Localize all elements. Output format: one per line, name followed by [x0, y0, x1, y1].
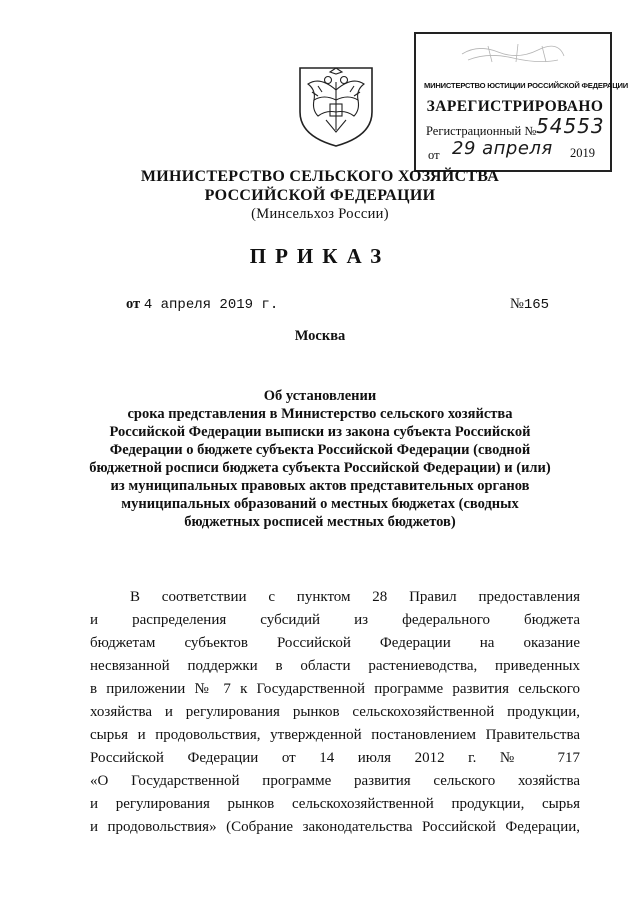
body-line: и продовольствия» (Собрание законодательства Российской Федерации,: [90, 819, 580, 835]
order-number-value: 165: [523, 297, 550, 313]
body-line: «О Государственной программе развития сельского хозяйства: [90, 773, 580, 789]
order-date-prefix: от: [126, 296, 141, 312]
title-line: Об установлении: [263, 388, 377, 404]
order-date: [126, 296, 278, 313]
document-type-heading: ПРИКАЗ: [249, 244, 391, 268]
stamp-ministry-name: МИНИСТЕРСТВО ЮСТИЦИИ РОССИЙСКОЙ ФЕДЕРАЦИИ: [424, 81, 629, 90]
stamp-reg-label: Регистрационный №: [426, 124, 537, 138]
title-line: из муниципальных правовых актов представительных органов: [110, 478, 530, 494]
ministry-short-name: (Минсельхоз России): [251, 206, 389, 222]
body-line: и распределения субсидий из федерального бюджета: [90, 612, 580, 628]
stamp-seal-mark: [458, 40, 568, 66]
body-line: в приложении № 7 к Государственной программе развития сельского: [90, 681, 580, 697]
registration-stamp: [414, 32, 629, 172]
body-line: и регулирования рынков сельскохозяйственной продукции, сырья: [90, 796, 580, 812]
body-line: хозяйства и регулирования рынков сельскохозяйственной продукции,: [90, 704, 580, 720]
stamp-year: 2019: [570, 146, 595, 160]
title-line: Федерации о бюджете субъекта Российской Федерации (сводной: [109, 442, 531, 458]
stamp-handwritten-date: 29 апреля: [452, 138, 553, 159]
body-line: сырья и продовольствия, утвержденной постановлением Правительства: [90, 727, 580, 743]
body-line: В соответствии с пунктом 28 Правил предоставления: [130, 589, 580, 605]
title-line: бюджетной росписи бюджета субъекта Российской Федерации) и (или): [89, 460, 551, 476]
stamp-registered-label: ЗАРЕГИСТРИРОВАНО: [426, 98, 604, 115]
order-title: [60, 387, 580, 531]
stamp-date-prefix: от: [428, 148, 440, 162]
order-number-sign: №: [510, 296, 524, 312]
stamp-reg-number: 54553: [536, 114, 605, 138]
order-number: [510, 296, 549, 313]
title-line: муниципальных образований о местных бюджетах (сводных: [121, 496, 519, 512]
ministry-name-line1: МИНИСТЕРСТВО СЕЛЬСКОГО ХОЗЯЙСТВА: [140, 168, 500, 185]
city: Москва: [294, 328, 346, 344]
order-date-value: 4 апреля 2019 г.: [143, 297, 279, 313]
title-line: бюджетных росписей местных бюджетов): [184, 514, 456, 530]
title-line: срока представления в Министерство сельского хозяйства: [127, 406, 513, 422]
body-line: Российской Федерации от 14 июля 2012 г. № 717: [90, 750, 580, 766]
title-line: Российской Федерации выписки из закона субъекта Российской: [109, 424, 531, 440]
ministry-name-line2: РОССИЙСКОЙ ФЕДЕРАЦИИ: [204, 187, 436, 204]
body-line: несвязанной поддержки в области растениеводства, приведенных: [90, 658, 580, 674]
body-line: бюджетам субъектов Российской Федерации на оказание: [90, 635, 580, 651]
coat-of-arms-emblem: [294, 60, 378, 148]
